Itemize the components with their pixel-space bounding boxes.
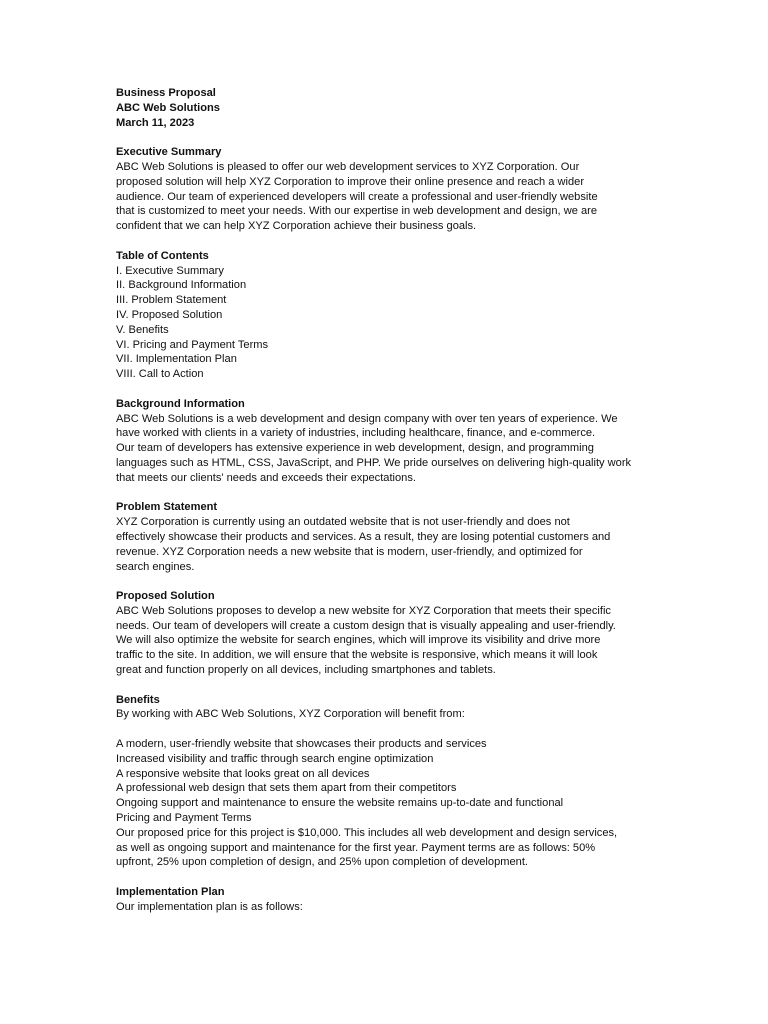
benefit-item: A responsive website that looks great on all devices — [116, 767, 370, 780]
benefit-item: Ongoing support and maintenance to ensure the website remains up-to-date and functional — [116, 797, 564, 810]
paragraph-line: as well as ongoing support and maintenance for the first year. Payment terms are as follows: 50% — [116, 841, 596, 854]
implementation-heading: Implementation Plan — [116, 886, 225, 899]
background-heading: Background Information — [116, 397, 245, 410]
benefit-item: A professional web design that sets them apart from their competitors — [116, 782, 457, 795]
paragraph-line: languages such as HTML, CSS, JavaScript, and PHP. We pride ourselves on delivering high-quality work — [116, 456, 632, 469]
toc-item: IV. Proposed Solution — [116, 308, 223, 321]
toc-item: V. Benefits — [116, 323, 169, 336]
spacer — [116, 870, 656, 885]
benefits-list — [116, 737, 656, 811]
background-paragraph — [116, 412, 656, 486]
toc-item: III. Problem Statement — [116, 294, 227, 307]
executive-summary-paragraph — [116, 160, 656, 234]
paragraph-line: XYZ Corporation is currently using an outdated website that is not user-friendly and does not — [116, 516, 570, 529]
solution-heading: Proposed Solution — [116, 590, 215, 603]
pricing-heading: Pricing and Payment Terms — [116, 812, 252, 825]
spacer — [116, 722, 656, 737]
benefit-item: A modern, user-friendly website that showcases their products and services — [116, 738, 487, 751]
toc-item: I. Executive Summary — [116, 264, 224, 277]
toc-list — [116, 264, 656, 382]
document-page — [116, 86, 656, 915]
paragraph-line: needs. Our team of developers will create a custom design that is visually appealing and user-friendly. — [116, 619, 616, 632]
paragraph-line: Our team of developers has extensive experience in web development, design, and programming — [116, 442, 594, 455]
benefits-heading: Benefits — [116, 693, 160, 706]
document-date: March 11, 2023 — [116, 116, 195, 129]
paragraph-line: audience. Our team of experienced developers will create a professional and user-friendly website — [116, 190, 598, 203]
paragraph-line: revenue. XYZ Corporation needs a new website that is modern, user-friendly, and optimized for — [116, 545, 583, 558]
paragraph-line: that meets our clients' needs and exceeds their expectations. — [116, 471, 416, 484]
paragraph-line: traffic to the site. In addition, we will ensure that the website is responsive, which means it will look — [116, 649, 598, 662]
toc-item: VII. Implementation Plan — [116, 353, 237, 366]
paragraph-line: great and function properly on all devices, including smartphones and tablets. — [116, 664, 496, 677]
problem-paragraph — [116, 515, 656, 574]
paragraph-line: upfront, 25% upon completion of design, and 25% upon completion of development. — [116, 856, 528, 869]
executive-summary-heading: Executive Summary — [116, 146, 222, 159]
pricing-paragraph — [116, 826, 656, 870]
paragraph-line: have worked with clients in a variety of industries, including healthcare, finance, and e-commerce. — [116, 427, 596, 440]
implementation-intro: Our implementation plan is as follows: — [116, 900, 303, 913]
paragraph-line: proposed solution will help XYZ Corporation to improve their online presence and reach a wider — [116, 175, 585, 188]
paragraph-line: Our proposed price for this project is $10,000. This includes all web development and design services, — [116, 826, 618, 839]
toc-item: VIII. Call to Action — [116, 368, 204, 381]
solution-paragraph — [116, 604, 656, 678]
spacer — [116, 574, 656, 589]
benefits-intro: By working with ABC Web Solutions, XYZ Corporation will benefit from: — [116, 708, 465, 721]
spacer — [116, 486, 656, 501]
spacer — [116, 234, 656, 249]
problem-heading: Problem Statement — [116, 501, 218, 514]
toc-item: II. Background Information — [116, 279, 247, 292]
spacer — [116, 382, 656, 397]
toc-heading: Table of Contents — [116, 249, 209, 262]
paragraph-line: effectively showcase their products and services. As a result, they are losing potential customers and — [116, 530, 611, 543]
toc-item: VI. Pricing and Payment Terms — [116, 338, 269, 351]
paragraph-line: ABC Web Solutions is a web development and design company with over ten years of experience. We — [116, 412, 618, 425]
paragraph-line: that is customized to meet your needs. With our expertise in web development and design, we are — [116, 205, 597, 218]
document-title: Business Proposal — [116, 87, 216, 99]
paragraph-line: search engines. — [116, 560, 195, 573]
spacer — [116, 678, 656, 693]
spacer — [116, 130, 656, 145]
paragraph-line: confident that we can help XYZ Corporation achieve their business goals. — [116, 220, 477, 233]
paragraph-line: ABC Web Solutions proposes to develop a new website for XYZ Corporation that meets their specific — [116, 604, 611, 617]
paragraph-line: We will also optimize the website for search engines, which will improve its visibility and drive more — [116, 634, 601, 647]
benefit-item: Increased visibility and traffic through search engine optimization — [116, 752, 434, 765]
company-name: ABC Web Solutions — [116, 101, 220, 114]
paragraph-line: ABC Web Solutions is pleased to offer our web development services to XYZ Corporation. Our — [116, 160, 580, 173]
